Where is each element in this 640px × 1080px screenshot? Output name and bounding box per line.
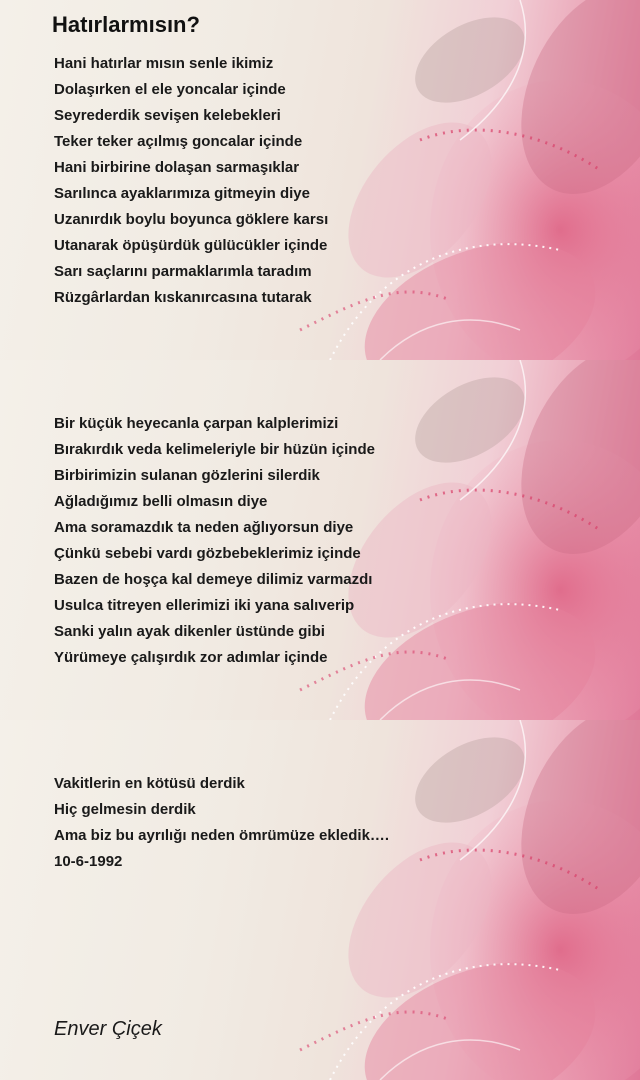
poem-line: Bırakırdık veda kelimeleriyle bir hüzün içinde	[54, 441, 375, 458]
stanza-1	[54, 51, 328, 311]
poem-line: Uzanırdık boylu boyunca göklere karsı	[54, 211, 329, 228]
poem-line: Bazen de hoşça kal demeye dilimiz varmazdı	[54, 571, 373, 588]
poem-line: Çünkü sebebi vardı gözbebeklerimiz içinde	[54, 545, 361, 562]
poem-line: Hani hatırlar mısın senle ikimiz	[54, 55, 274, 72]
poem-line: Rüzgârlardan kıskanırcasına tutarak	[54, 289, 312, 306]
poem-line: Ağladığımız belli olmasın diye	[54, 493, 268, 510]
poem-line: Sanki yalın ayak dikenler üstünde gibi	[54, 623, 325, 640]
poem-line: Seyrederdik sevişen kelebekleri	[54, 107, 281, 124]
poem-title: Hatırlarmısın?	[52, 12, 200, 37]
stanza-2	[54, 411, 375, 671]
poem-line: Hiç gelmesin derdik	[54, 801, 196, 818]
poem-line: Birbirimizin sulanan gözlerini silerdik	[54, 467, 320, 484]
poem-line: Ama soramazdık ta neden ağlıyorsun diye	[54, 519, 354, 536]
poem-line: Hani birbirine dolaşan sarmaşıklar	[54, 159, 300, 176]
poem-date: 10-6-1992	[54, 853, 123, 870]
poem-line: Usulca titreyen ellerimizi iki yana salıverip	[54, 597, 355, 614]
poem-line: Teker teker açılmış goncalar içinde	[54, 133, 303, 150]
poem-line: Utanarak öpüşürdük gülücükler içinde	[54, 237, 328, 254]
stanza-3	[54, 771, 389, 875]
poem-line: Yürümeye çalışırdık zor adımlar içinde	[54, 649, 328, 666]
poem-line: Sarı saçlarını parmaklarımla taradım	[54, 263, 312, 280]
poem-line: Bir küçük heyecanla çarpan kalplerimizi	[54, 415, 339, 432]
poem-line: Vakitlerin en kötüsü derdik	[54, 775, 245, 792]
poem-line: Sarılınca ayaklarımıza gitmeyin diye	[54, 185, 310, 202]
poem-line: Ama biz bu ayrılığı neden ömrümüze ekledik….	[54, 827, 390, 844]
poem-author: Enver Çiçek	[54, 1018, 162, 1040]
poem-line: Dolaşırken el ele yoncalar içinde	[54, 81, 286, 98]
